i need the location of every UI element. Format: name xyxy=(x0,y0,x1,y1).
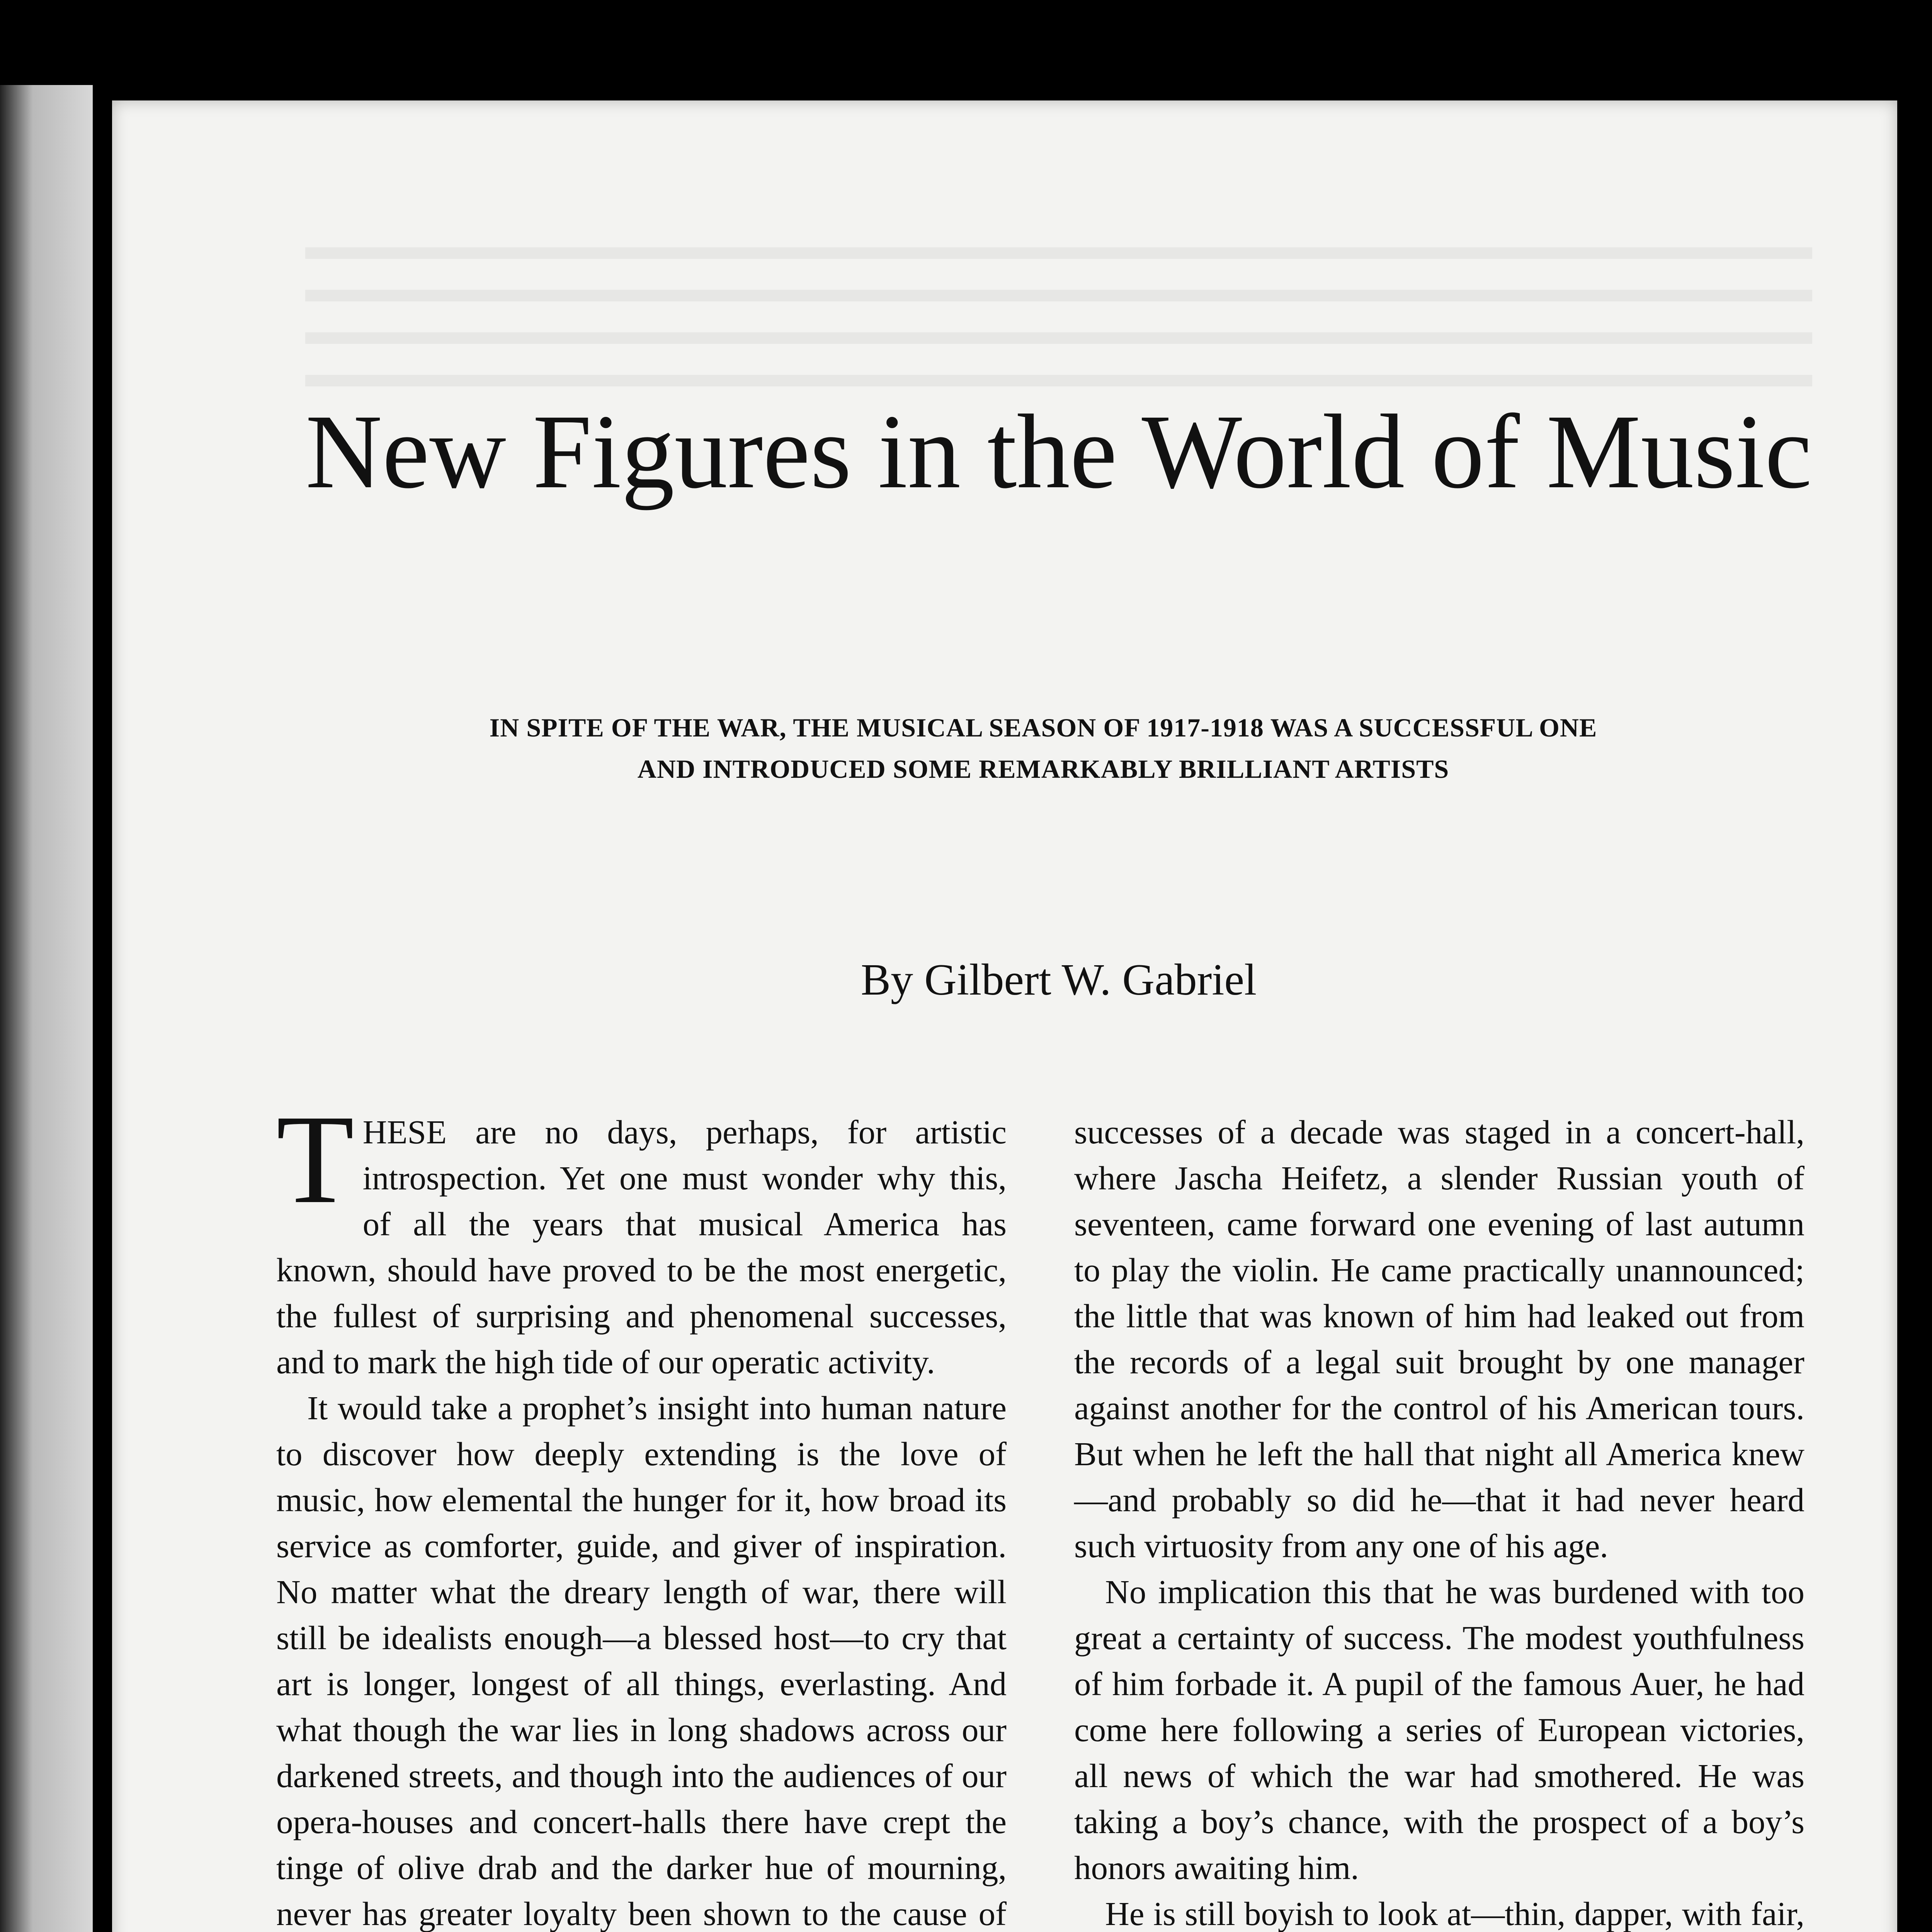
subtitle-line-2: AND INTRODUCED SOME REMARKABLY BRILLIANT ARTISTS xyxy=(637,754,1449,784)
subtitle-line-1: IN SPITE OF THE WAR, THE MUSICAL SEASON OF 1917-1918 WAS A SUCCESSFUL ONE xyxy=(489,713,1597,742)
drop-cap: T xyxy=(276,1089,354,1230)
article-subtitle xyxy=(270,707,1816,790)
show-through-text xyxy=(305,247,1812,410)
left-column xyxy=(276,1089,1007,1932)
paragraph: No implication this that he was burdened with too great a certainty of success. The modest youthfulness of him forbade it. A pupil of the famous Auer, he had come here following a series of European victories, all news of which the war had smothered. He was taking a boy’s chance, with the prospect of a boy’s honors awaiting him. xyxy=(1074,1573,1804,1886)
paragraph-text: HESE are no days, perhaps, for artistic introspection. Yet one must wonder why this, of all the years that musical America has known, should have proved to be the most energetic, the fullest of surprising and phenomenal successes, and to mark the high tide of our operatic activity. xyxy=(276,1113,1007,1381)
right-column xyxy=(1074,1109,1804,1932)
byline: By Gilbert W. Gabriel xyxy=(861,955,1257,1005)
paragraph: successes of a decade was staged in a concert-hall, where Jascha Heifetz, a slender Russian youth of seventeen, came forward one evening of last autumn to play the violin. He came practically unannounced; the little that was known of him had leaked out from the records of a legal suit brought by one manager against another for the control of his American tours. But when he left the hall that night all America knew—and probably so did he—that it had never heard such virtuosity from any one of his age. xyxy=(1074,1113,1804,1565)
paragraph: It would take a prophet’s insight into human nature to discover how deeply extending is the love of music, how elemental the hunger for it, how broad its service as comforter, guide, and giver of inspiration. No matter what the dreary length of war, there will still be idealists enough—a blessed host—to cry that art is longer, longest of all things, everlasting. And what though the war lies in long shadows across our darkened streets, and though into the audiences of our opera-houses and concert-halls there have crept the tinge of olive drab and the darker hue of mourning, never has greater loyalty been shown to the cause of xyxy=(276,1389,1007,1932)
article-title: New Figures in the World of Music xyxy=(305,393,1812,510)
paragraph: He is still boyish to look at—thin, dapper, with fair, xyxy=(1105,1895,1804,1932)
previous-page-edge xyxy=(0,85,93,1932)
paragraph xyxy=(276,1089,1007,1385)
magazine-page xyxy=(112,100,1897,1932)
